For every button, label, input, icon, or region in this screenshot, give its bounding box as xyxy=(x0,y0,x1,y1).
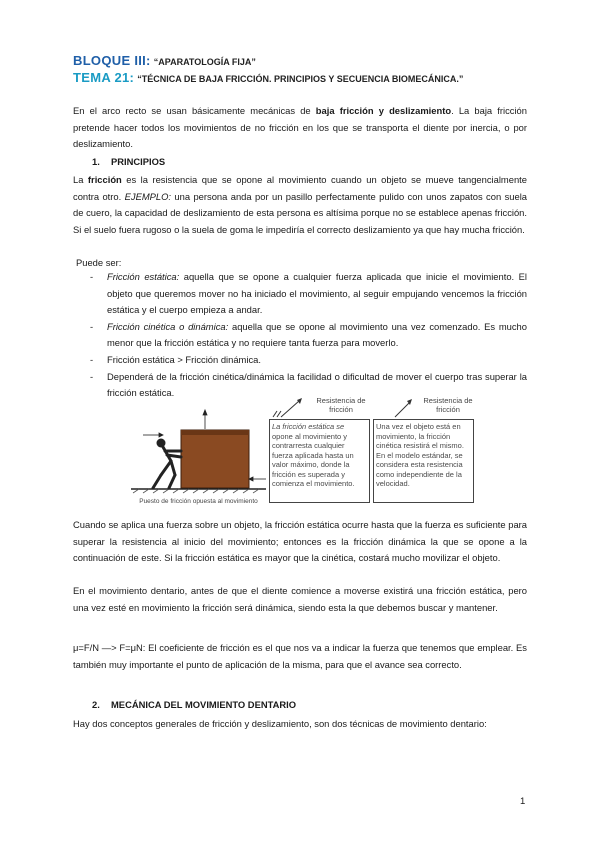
bullet-term: Fricción estática: xyxy=(107,271,180,282)
paragraph-friction-coefficient: μ=F/N —> F=μN: El coeficiente de fricción es el que nos va a indicar la fuerza que tenemos que emplear. Es también muy importante el punto de aplicación de la misma, para que el avance sea correcto. xyxy=(73,642,527,670)
list-item xyxy=(90,269,527,319)
section-heading-principios xyxy=(92,156,165,167)
intro-text-post: . La baja fricción pretende hacer todos los movimientos de no fricción en los que se transporta el diente por inercia, o por deslizamiento. xyxy=(73,105,527,150)
right-friction-arrow-icon xyxy=(389,397,419,419)
bloque-title: “APARATOLOGÍA FIJA” xyxy=(153,57,256,67)
list-item xyxy=(90,352,527,369)
bullet-text: aquella que se opone al movimiento una vez comenzado. Es mucho menor que la fricción estática y no requiere tanta fuerza para moverlo. xyxy=(107,320,527,349)
applied-force-arrow xyxy=(143,433,163,437)
static-panel-text: opone al movimiento y contrarresta cualquier fuerza aplicada hasta un valor máximo, donde la fricción es superada y comienza el movimiento. xyxy=(272,431,355,488)
block-top-shade xyxy=(181,430,249,435)
friction-illustration xyxy=(131,397,266,509)
list-item xyxy=(90,319,527,352)
person-figure xyxy=(153,439,181,489)
intro-text-bold: baja fricción y deslizamiento xyxy=(315,105,452,116)
bullet-dash: - xyxy=(90,271,94,282)
bullet-dash: - xyxy=(90,370,94,382)
bullet-dash: - xyxy=(90,353,94,365)
left-panel-heading: Resistencia de fricción xyxy=(316,396,366,414)
section-number: 2. xyxy=(92,699,100,710)
paragraph-static-vs-dynamic: Cuando se aplica una fuerza sobre un objeto, la fricción estática ocurre hasta que la fuerza es suficiente para superar la resistencia al inicio del movimiento; entonces es la fricción dinámica la que se opone a la continuación de este. Si la fricción estática es mayor que la cinética, costará mucho movilizar el objeto. xyxy=(73,519,527,564)
static-friction-panel xyxy=(269,419,370,503)
tema-heading xyxy=(73,70,463,85)
bullet-text: aquella que se opone a cualquier fuerza aplicada que inicie el movimiento. El objeto que queremos mover no ha iniciado el movimiento, al seguir empujando vencemos la fricción estática y el cuerpo empieza a andar. xyxy=(107,271,527,316)
friccion-text-pre: La xyxy=(73,174,88,185)
static-panel-italic: La fricción estática se xyxy=(272,422,345,431)
friction-figure xyxy=(131,397,491,509)
bloque-label: BLOQUE III: xyxy=(73,53,151,68)
friccion-text-post: una persona anda por un pasillo perfectamente pulido con unos zapatos con suela de cuero, la capacidad de deslizamiento de esta persona es altísima porque no se establece apenas fricción. Si el suelo fuera rugoso o la suela de goma le impediría el correcto deslizamiento ya que hay mucha fricción. xyxy=(73,190,527,235)
friccion-term: fricción xyxy=(87,174,122,185)
puede-ser-label: Puede ser: xyxy=(76,257,122,268)
right-panel-heading: Resistencia de fricción xyxy=(423,396,473,414)
page-number: 1 xyxy=(520,796,526,807)
section-number: 1. xyxy=(92,156,100,167)
paragraph-concepts: Hay dos conceptos generales de fricción y deslizamiento, son dos técnicas de movimiento dentario: xyxy=(73,718,487,729)
friccion-paragraph xyxy=(73,172,527,238)
block-shape xyxy=(181,430,249,488)
bullet-dash: - xyxy=(90,320,94,332)
pushing-block-illustration xyxy=(131,397,266,499)
left-friction-arrow-icon xyxy=(271,397,311,419)
section-heading-mecanica xyxy=(92,699,296,710)
tema-title: “TÉCNICA DE BAJA FRICCIÓN. PRINCIPIOS Y SECUENCIA BIOMECÁNICA.” xyxy=(137,74,464,84)
ejemplo-label: EJEMPLO: xyxy=(124,190,172,202)
normal-force-arrow xyxy=(203,410,207,429)
friction-force-arrow xyxy=(249,477,266,481)
kinetic-friction-panel: Una vez el objeto está en movimiento, la fricción cinética resistirá el mismo. En el modelo estándar, se considera esta resistencia como independiente de la velocidad. xyxy=(373,419,474,503)
bullet-text: Fricción estática > Fricción dinámica. xyxy=(107,353,261,365)
intro-paragraph xyxy=(73,103,527,153)
bullet-term: Fricción cinética o dinámica: xyxy=(107,320,229,332)
bloque-heading xyxy=(73,53,256,68)
bullet-text: Dependerá de la fricción cinética/dinámica la facilidad o dificultad de mover el cuerpo tras superar la fricción estática. xyxy=(107,370,527,399)
section-title: MECÁNICA DEL MOVIMIENTO DENTARIO xyxy=(111,699,297,710)
tema-label: TEMA 21: xyxy=(73,70,135,85)
figure-caption: Puesto de fricción opuesta al movimiento xyxy=(139,498,258,505)
paragraph-tooth-movement: En el movimiento dentario, antes de que el diente comience a moverse existirá una fricción estática, pero una vez esté en movimiento la fricción será dinámica, siendo esta la que debemos buscar y mantener. xyxy=(73,585,527,613)
section-title: PRINCIPIOS xyxy=(111,156,166,167)
friccion-text-mid: es la resistencia que se opone al movimiento cuando un objeto se mueve tangencialmente contra otro. xyxy=(73,174,527,202)
intro-text-pre: En el arco recto se usan básicamente mecánicas de xyxy=(73,105,316,116)
friction-types-list xyxy=(90,269,527,402)
